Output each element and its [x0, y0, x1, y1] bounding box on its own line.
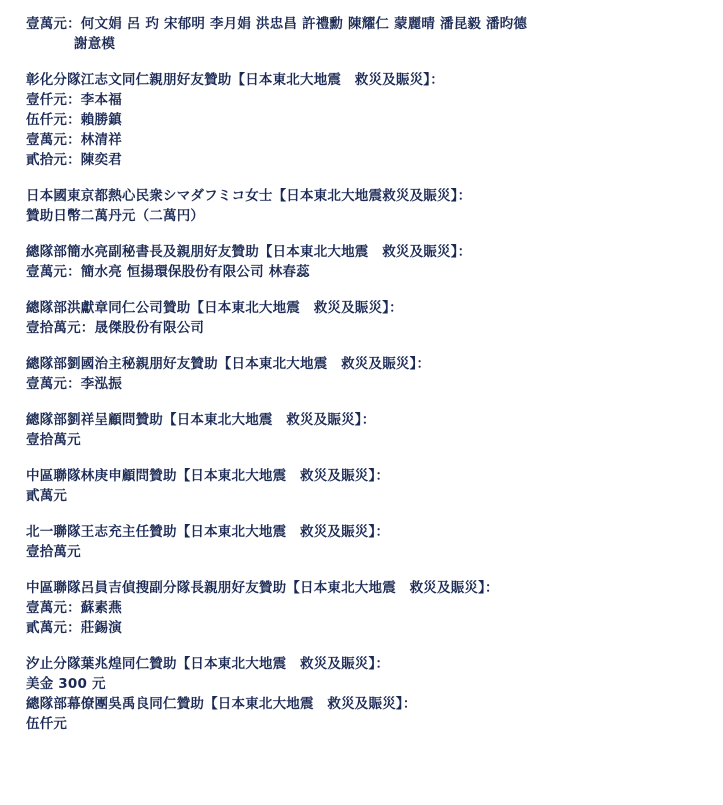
text-line: 貳萬元 — [26, 488, 68, 504]
text-block — [26, 242, 645, 282]
text-line: 壹拾萬元：晟傑股份有限公司 — [26, 320, 205, 336]
text-line: 總隊部劉祥呈顧問贊助【日本東北大地震 救災及賑災】： — [26, 412, 376, 428]
text-line: 壹萬元：蘇素燕 — [26, 600, 122, 616]
text-block — [26, 654, 645, 734]
text-line: 中區聯隊呂員吉偵搜副分隊長親朋好友贊助【日本東北大地震 救災及賑災】： — [26, 580, 499, 596]
text-block — [26, 14, 645, 54]
text-line: 總隊部簡水亮副秘書長及親朋好友贊助【日本東北大地震 救災及賑災】： — [26, 244, 472, 260]
text-line: 壹萬元：何文娟 呂 玓 宋郁明 李月娟 洪忠昌 許禮勳 陳耀仁 蒙麗晴 潘昆毅 潘昀德 — [26, 16, 528, 32]
text-line: 壹拾萬元 — [26, 432, 81, 448]
text-block — [26, 354, 645, 394]
text-block — [26, 466, 645, 506]
text-line: 謝意模 — [74, 36, 116, 52]
text-block — [26, 186, 645, 226]
text-line: 贊助日幣二萬丹元（二萬円） — [26, 208, 205, 224]
text-line: 壹萬元：李泓振 — [26, 376, 122, 392]
text-line: 日本國東京都熱心民衆シマダフミコ女士【日本東北大地震救災及賑災】： — [26, 188, 472, 204]
text-block — [26, 298, 645, 338]
text-block — [26, 410, 645, 450]
page-right-margin — [645, 0, 723, 805]
text-line: 總隊部幕僚團吳禹良同仁贊助【日本東北大地震 救災及賑災】： — [26, 696, 417, 712]
text-line: 總隊部劉國治主秘親朋好友贊助【日本東北大地震 救災及賑災】： — [26, 356, 431, 372]
text-line: 中區聯隊林庚申顧問贊助【日本東北大地震 救災及賑災】： — [26, 468, 390, 484]
text-line: 總隊部洪獻章同仁公司贊助【日本東北大地震 救災及賑災】： — [26, 300, 403, 316]
text-line: 壹仟元：李本福 — [26, 92, 122, 108]
text-line: 貳萬元：莊錫演 — [26, 620, 122, 636]
text-line: 壹萬元：簡水亮 恒揚環保股份有限公司 林春蕊 — [26, 264, 310, 280]
text-line: 壹萬元：林清祥 — [26, 132, 122, 148]
text-block — [26, 70, 645, 170]
text-line: 彰化分隊江志文同仁親朋好友贊助【日本東北大地震 救災及賑災】： — [26, 72, 444, 88]
text-line: 汐止分隊葉兆煌同仁贊助【日本東北大地震 救災及賑災】： — [26, 656, 390, 672]
text-line: 美金 300 元 — [26, 676, 106, 692]
text-line: 壹拾萬元 — [26, 544, 81, 560]
text-block — [26, 578, 645, 638]
text-block — [26, 522, 645, 562]
text-line: 伍仟元 — [26, 716, 68, 732]
text-line: 北一聯隊王志充主任贊助【日本東北大地震 救災及賑災】： — [26, 524, 390, 540]
text-line: 伍仟元：賴勝鎮 — [26, 112, 122, 128]
text-line: 貳拾元：陳奕君 — [26, 152, 122, 168]
